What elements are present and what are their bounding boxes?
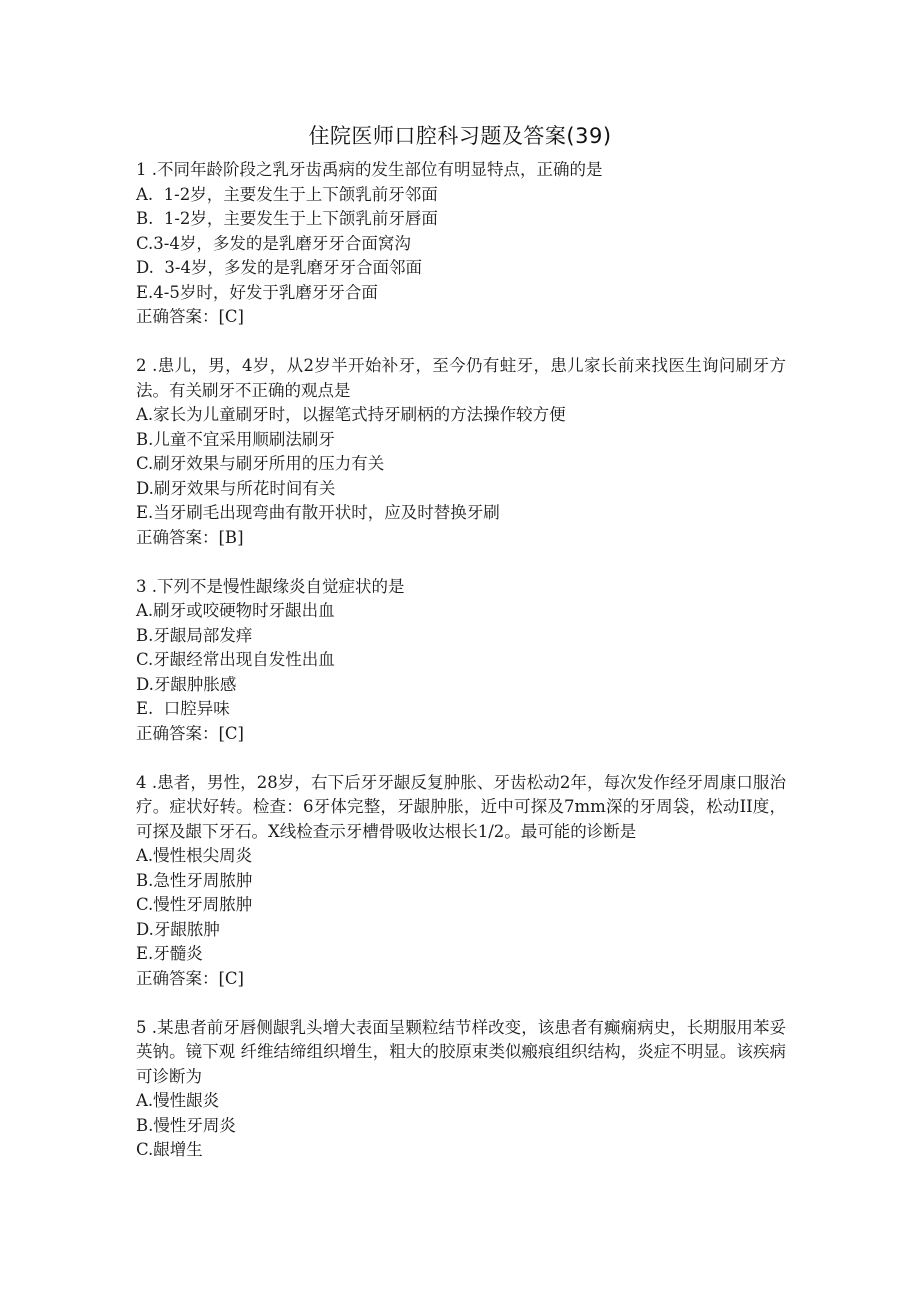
correct-answer: 正确答案：[C]	[136, 723, 244, 743]
option-a: A.家长为儿童刷牙时，以握笔式持牙刷柄的方法操作较方便	[136, 405, 566, 424]
question-2	[136, 354, 786, 550]
option-d: D.牙龈脓肿	[136, 919, 220, 939]
question-list	[136, 158, 786, 1187]
option-a: A.慢性龈炎	[136, 1091, 220, 1110]
correct-answer: 正确答案：[B]	[136, 527, 244, 547]
option-c: C.刷牙效果与刷牙所用的压力有关	[136, 454, 385, 473]
question-5	[136, 1016, 786, 1163]
question-stem: 4 .患者，男性，28岁，右下后牙牙龈反复肿胀、牙齿松动2年，每次发作经牙周康口服治疗。症状好转。检查：6牙体完整，牙龈肿胀，近中可探及7mm深的牙周袋，松动II度，可探及龈下牙石。X线检查示牙槽骨吸收达根长1/2。最可能的诊断是	[136, 772, 786, 841]
option-a: A.慢性根尖周炎	[136, 846, 253, 865]
option-e: E.牙髓炎	[136, 944, 203, 963]
option-e: E.当牙刷毛出现弯曲有散开状时，应及时替换牙刷	[136, 503, 500, 522]
document-title: 住院医师口腔科习题及答案(39)	[308, 124, 612, 148]
option-c: C.慢性牙周脓肿	[136, 895, 253, 914]
option-a: A.刷牙或咬硬物时牙龈出血	[136, 601, 335, 620]
option-b: B.慢性牙周炎	[136, 1115, 236, 1135]
option-c: C.龈增生	[136, 1140, 203, 1159]
correct-answer: 正确答案：[C]	[136, 307, 244, 326]
question-stem: 5 .某患者前牙唇侧龈乳头增大表面呈颗粒结节样改变，该患者有癫痫病史，长期服用苯妥英钠。镜下观 纤维结缔组织增生，粗大的胶原束类似瘢痕组织结构，炎症不明显。该疾病可诊断为	[136, 1017, 786, 1086]
option-b: B.急性牙周脓肿	[136, 870, 253, 890]
option-e: E. 口腔异味	[136, 699, 230, 718]
question-1	[136, 158, 786, 330]
correct-answer: 正确答案：[C]	[136, 968, 244, 988]
option-e: E.4-5岁时，好发于乳磨牙牙合面	[136, 282, 378, 302]
option-b: B.牙龈局部发痒	[136, 625, 253, 645]
question-3	[136, 575, 786, 747]
option-a: A. 1-2岁，主要发生于上下颌乳前牙邻面	[136, 184, 438, 204]
question-stem: 2 .患儿，男，4岁，从2岁半开始补牙，至今仍有蛀牙，患儿家长前来找医生询问刷牙方法。有关刷牙不正确的观点是	[136, 356, 786, 400]
option-d: D.牙龈肿胀感	[136, 674, 237, 694]
question-stem: 3 .下列不是慢性龈缘炎自觉症状的是	[136, 576, 405, 596]
option-d: D. 3-4岁，多发的是乳磨牙牙合面邻面	[136, 258, 422, 277]
option-c: C.牙龈经常出现自发性出血	[136, 650, 335, 669]
option-b: B.儿童不宜采用顺刷法刷牙	[136, 429, 335, 449]
option-b: B. 1-2岁，主要发生于上下颌乳前牙唇面	[136, 209, 438, 228]
question-4	[136, 771, 786, 992]
option-d: D.刷牙效果与所花时间有关	[136, 478, 336, 498]
question-stem: 1 .不同年龄阶段之乳牙齿禹病的发生部位有明显特点，正确的是	[136, 160, 603, 179]
option-c: C.3-4岁，多发的是乳磨牙牙合面窝沟	[136, 233, 411, 253]
